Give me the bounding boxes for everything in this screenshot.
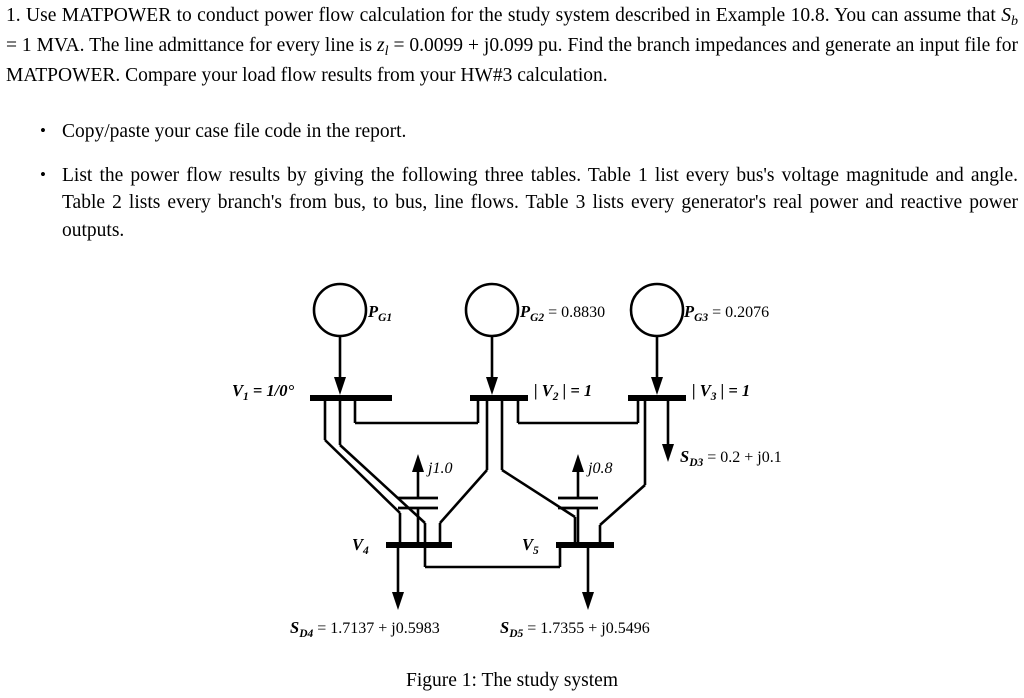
generator-1-symbol [314, 284, 366, 336]
figure-caption: Figure 1: The study system [406, 670, 618, 691]
line-1-4-seg-b [325, 440, 400, 513]
generator-3-arrow [651, 377, 663, 395]
bus-2-label: | $V_2$ | = 1 [534, 381, 593, 403]
list-item [40, 162, 1018, 245]
problem-text-3: = 0.0099 + j0.099 pu. Find the branch impedances and generate an input file for MATPOWER. Compare your load flow results from your HW#3 calculation. [6, 34, 1018, 86]
zl-subscript: l [384, 42, 389, 59]
load-3-arrow [662, 444, 674, 462]
problem-statement [6, 2, 1018, 89]
requirements-list [40, 118, 1018, 261]
bus-5-label: $V_5$ [522, 535, 539, 557]
bullet-icon: • [40, 121, 46, 140]
load-5-arrow [582, 592, 594, 610]
line-3-5-seg-b [600, 485, 645, 525]
load-4-arrow [392, 592, 404, 610]
generator-3-label: $P_{G3} = 0.2076$ [684, 302, 770, 324]
list-item-text: List the power flow results by giving the following three tables. Table 1 list every bus's voltage magnitude and angle. Table 2 lists every branch's from bus, to bus, line flows. Table 3 lists every generator's real power and reactive power outputs. [62, 164, 1018, 242]
bus-1-label: $V_1 = 1/0^\circ$ [232, 381, 295, 403]
generator-2-arrow [486, 377, 498, 395]
load-5-label: $S_{D5} = 1.7355 + j0.5496$ [500, 618, 650, 640]
sb-subscript: b [1011, 12, 1019, 29]
list-item-text: Copy/paste your case file code in the report. [62, 121, 407, 142]
problem-number: 1. [6, 5, 21, 26]
shunt-1-label: j1.0 [428, 460, 453, 477]
one-line-diagram [0, 255, 1024, 655]
zl-symbol: z [377, 34, 385, 56]
list-item [40, 118, 1018, 146]
generator-2-symbol [466, 284, 518, 336]
line-1-5-seg-b [340, 445, 425, 523]
line-2-5-seg-b [502, 470, 575, 517]
figure-study-system [0, 255, 1024, 655]
sb-symbol: S [1001, 5, 1011, 26]
generator-1-label: $P_{G1}$ [368, 302, 393, 324]
load-3-label: $S_{D3} = 0.2 + j0.1$ [680, 447, 782, 469]
shunt-2-arrow [572, 454, 584, 472]
problem-text-1: Use MATPOWER to conduct power flow calculation for the study system described in Example 10.8. You can assume that [26, 5, 1002, 26]
problem-text-2: = 1 MVA. The line admittance for every line is [6, 34, 378, 56]
load-4-label: $S_{D4} = 1.7137 + j0.5983$ [290, 618, 440, 640]
bus-4-label: $V_4$ [352, 535, 369, 557]
generator-1-arrow [334, 377, 346, 395]
bus-3-label: | $V_3$ | = 1 [692, 381, 751, 403]
generator-2-label: $P_{G2} = 0.8830$ [520, 302, 606, 324]
shunt-2-label: j0.8 [588, 460, 613, 477]
bullet-icon: • [40, 164, 46, 184]
shunt-1-arrow [412, 454, 424, 472]
generator-3-symbol [631, 284, 683, 336]
line-2-4-seg-b [440, 470, 487, 523]
